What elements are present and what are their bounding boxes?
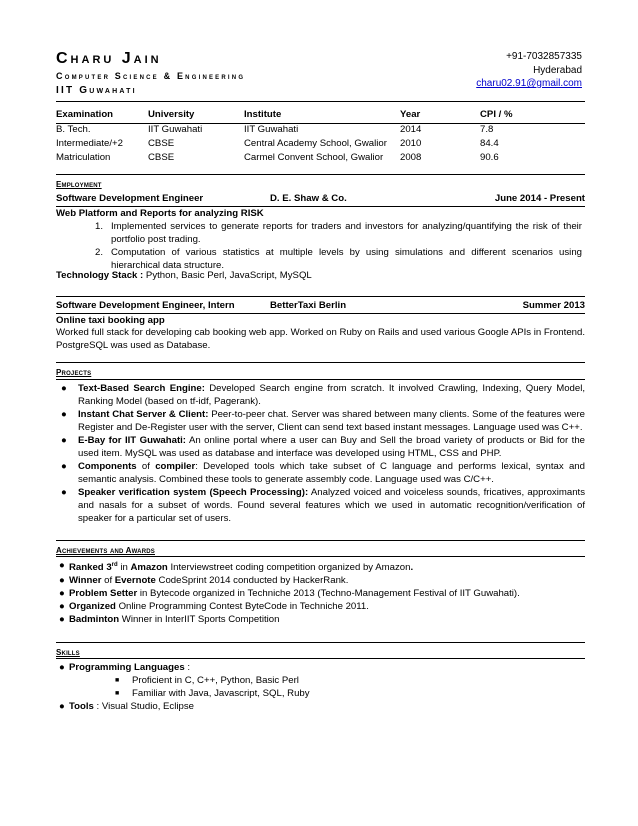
table-cell: Central Academy School, Gwalior — [244, 138, 387, 149]
list-item: ● E-Bay for IIT Guwahati: An online portal where a user can Buy and Sell the broad variety of products or Bid for the used item. MySQL was used as database and interface was developed using HTML, CSS and PHP. — [61, 435, 585, 459]
section-underline — [56, 658, 585, 659]
list-item: 1. Implemented services to generate reports for traders and investors for analyzing/quantifying the risk of their portfolio post trading. — [95, 221, 582, 245]
job-project: Web Platform and Reports for analyzing RISK — [56, 208, 264, 219]
list-item: ● Programming Languages : — [59, 662, 191, 673]
table-cell: 2010 — [400, 138, 422, 149]
job-role: Software Development Engineer, Intern — [56, 300, 235, 311]
education-table — [56, 109, 585, 166]
contact-block — [476, 50, 582, 91]
list-item: ● Organized Online Programming Contest ByteCode in Techniche 2011. — [59, 601, 369, 613]
list-item: ■ Familiar with Java, Javascript, SQL, Ruby — [115, 688, 310, 699]
table-row — [56, 138, 585, 152]
col-header: CPI / % — [480, 109, 585, 124]
skills-list — [56, 661, 585, 674]
table-cell: Intermediate/+2 — [56, 138, 123, 149]
job-line — [56, 300, 585, 314]
department: Computer Science & Engineering — [56, 71, 246, 81]
achievements-list — [56, 559, 585, 626]
email-link[interactable]: charu02.91@gmail.com — [476, 78, 582, 89]
table-cell: IIT Guwahati — [244, 124, 299, 135]
table-cell: CBSE — [148, 152, 175, 163]
job-project: Online taxi booking app — [56, 315, 165, 326]
table-cell: 90.6 — [480, 152, 499, 163]
tech-stack: Technology Stack : Python, Basic Perl, JavaScript, MySQL — [56, 270, 312, 281]
list-item: 2. Computation of various statistics at multiple levels by using simulations and different scenarios using hierarchical data structure. — [95, 247, 582, 271]
employment-heading: Employment — [56, 180, 102, 189]
col-header: University — [148, 109, 244, 124]
education-header-row — [56, 109, 585, 124]
list-item: ● Instant Chat Server & Client: Peer-to-peer chat. Server was shared between many clients. Some of the features were Register and De-Register user with the server, Client can send text based instant messages. Language used was C++. — [61, 409, 585, 433]
section-rule — [56, 642, 585, 643]
table-cell: 7.8 — [480, 124, 494, 135]
tools-list — [56, 700, 585, 713]
job-dates: Summer 2013 — [522, 300, 585, 311]
job-company: BetterTaxi Berlin — [270, 300, 347, 311]
job-role: Software Development Engineer — [56, 193, 204, 204]
list-item: ● Tools : Visual Studio, Eclipse — [59, 701, 194, 712]
list-item: ● Components of compiler: Developed tools which take subset of C language and performs lexical, syntax and semantic analysis. Combined these tools to generate assembly code. Language used was C/C++. — [61, 461, 585, 485]
programming-sublist — [110, 674, 570, 700]
projects-heading: Projects — [56, 368, 92, 377]
table-row — [56, 152, 585, 166]
header-rule — [56, 101, 585, 102]
section-rule — [56, 296, 585, 297]
institute: IIT Guwahati — [56, 85, 137, 96]
job-line — [56, 193, 585, 207]
list-item: ● Badminton Winner in InterIIT Sports Competition — [59, 614, 280, 626]
table-cell: IIT Guwahati — [148, 124, 203, 135]
job-company: D. E. Shaw & Co. — [270, 193, 347, 204]
job-dates: June 2014 - Present — [494, 193, 585, 204]
table-cell: 84.4 — [480, 138, 499, 149]
section-rule — [56, 540, 585, 541]
section-rule — [56, 174, 585, 175]
list-item: ● Ranked 3rd in Amazon Interviewstreet coding competition organized by Amazon. — [59, 560, 414, 574]
table-cell: 2008 — [400, 152, 422, 163]
section-underline — [56, 556, 585, 557]
table-cell: CBSE — [148, 138, 175, 149]
table-cell: Carmel Convent School, Gwalior — [244, 152, 384, 163]
achievements-heading: Achievements and Awards — [56, 546, 155, 555]
phone: +91-7032857335 — [506, 51, 582, 62]
projects-list — [56, 382, 585, 525]
list-item: ● Problem Setter in Bytecode organized in Techniche 2013 (Techno-Management Festival of IIT Guwahati). — [59, 588, 520, 600]
list-item: ■ Proficient in C, C++, Python, Basic Perl — [115, 675, 299, 686]
section-rule — [56, 362, 585, 363]
city: Hyderabad — [533, 64, 582, 76]
section-underline — [56, 379, 585, 380]
col-header: Examination — [56, 109, 148, 124]
skills-heading: Skills — [56, 648, 80, 657]
job-points — [95, 220, 582, 272]
job-description: Worked full stack for developing cab booking web app. Worked on Ruby on Rails and used various Google APIs in Frontend. PostgreSQL was used as Database. — [56, 327, 585, 351]
candidate-name: Charu Jain — [56, 50, 162, 67]
table-row — [56, 124, 585, 139]
table-cell: 2014 — [400, 124, 422, 135]
col-header: Institute — [244, 109, 400, 124]
list-item: ● Text-Based Search Engine: Developed Search engine from scratch. It involved Crawling, Indexing, Query Model, Ranking Model (based on tf-idf, Pagerank). — [61, 383, 585, 407]
col-header: Year — [400, 109, 480, 124]
list-item: ● Speaker verification system (Speech Processing): Analyzed voiced and voiceless sounds, fricatives, approximants and nasals for a subset of words. Found several features which we used in automatic recognition/verification of speaker for a particular set of users. — [61, 487, 585, 524]
table-cell: Matriculation — [56, 152, 111, 163]
list-item: ● Winner of Evernote CodeSprint 2014 conducted by HackerRank. — [59, 575, 349, 587]
table-cell: B. Tech. — [56, 124, 91, 135]
